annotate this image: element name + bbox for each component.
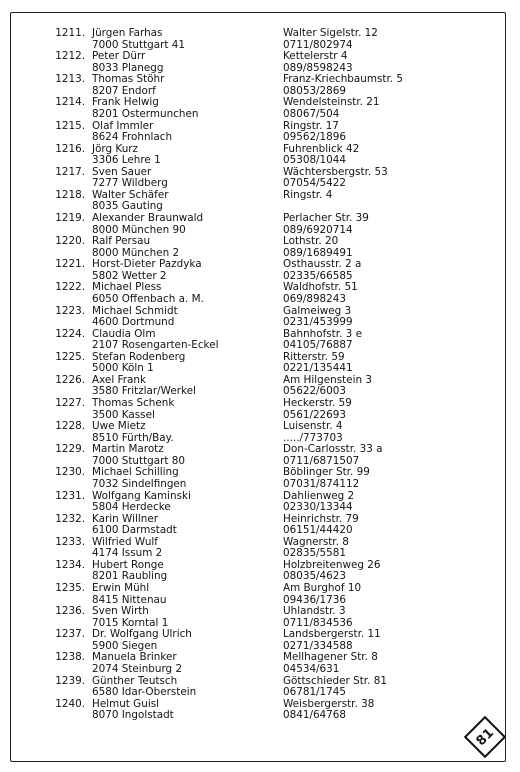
list-item — [0, 699, 520, 722]
entry-street: Holzbreitenweg 26 — [283, 558, 381, 571]
entry-name: Günther Teutsch — [92, 674, 178, 687]
entry-phone: 0711/834536 — [283, 616, 353, 629]
entry-city: 6050 Offenbach a. M. — [92, 292, 204, 305]
entry-city: 8000 München 90 — [92, 223, 186, 236]
entry-phone: 0271/334588 — [283, 639, 353, 652]
entry-number: 1233. — [55, 535, 85, 548]
entry-phone: 08053/2869 — [283, 84, 346, 97]
list-item — [0, 629, 520, 652]
entry-name: Wilfried Wulf — [92, 535, 158, 548]
entry-name: Thomas Stöhr — [92, 73, 165, 86]
list-item — [0, 537, 520, 560]
entry-number: 1229. — [55, 443, 85, 456]
entry-number: 1236. — [55, 605, 85, 618]
entry-number: 1216. — [55, 142, 85, 155]
entry-city: 5000 Köln 1 — [92, 362, 154, 375]
entry-city: 8207 Endorf — [92, 84, 156, 97]
entry-line-2 — [0, 525, 520, 537]
entry-street: Weisbergerstr. 38 — [283, 697, 375, 710]
entry-city: 7032 Sindelfingen — [92, 477, 187, 490]
entry-line-1 — [0, 583, 520, 595]
entry-name: Karin Willner — [92, 512, 159, 525]
entry-line-2 — [0, 664, 520, 676]
list-item — [0, 583, 520, 606]
entry-phone: 02330/13344 — [283, 501, 353, 514]
entry-street: Göttschieder Str. 81 — [283, 674, 387, 687]
list-item — [0, 97, 520, 120]
entry-number: 1219. — [55, 212, 85, 224]
entry-name: Michael Pless — [92, 281, 162, 294]
entry-city: 3500 Kassel — [92, 408, 155, 421]
entry-street: Perlacher Str. 39 — [283, 212, 369, 224]
entry-line-1 — [0, 236, 520, 248]
entry-phone: 0561/22693 — [283, 408, 346, 421]
entry-line-1 — [0, 282, 520, 294]
entry-line-1 — [0, 144, 520, 156]
entry-number: 1225. — [55, 350, 85, 363]
entry-city: 3306 Lehre 1 — [92, 154, 161, 167]
entry-name: Dr. Wolfgang Ulrich — [92, 628, 192, 641]
entry-city: 4600 Dortmund — [92, 316, 175, 329]
entry-name: Frank Helwig — [92, 96, 159, 109]
entry-street: Don-Carlosstr. 33 a — [283, 443, 383, 456]
entry-number: 1215. — [55, 119, 85, 132]
entry-street: Luisenstr. 4 — [283, 420, 343, 433]
list-item — [0, 352, 520, 375]
entry-name: Wolfgang Kaminski — [92, 489, 191, 502]
entry-line-2 — [0, 155, 520, 167]
entry-street: Wendelsteinstr. 21 — [283, 96, 380, 109]
entry-line-1 — [0, 121, 520, 133]
entry-line-1 — [0, 537, 520, 549]
entry-city: 5900 Siegen — [92, 639, 158, 652]
entry-name: Sven Wirth — [92, 605, 149, 618]
entry-street: Wächtersbergstr. 53 — [283, 165, 388, 178]
entry-city: 8033 Planegg — [92, 61, 164, 74]
entry-line-1 — [0, 699, 520, 711]
entry-phone: 089/8598243 — [283, 61, 353, 74]
entry-number: 1221. — [55, 258, 85, 271]
entry-line-1 — [0, 375, 520, 387]
list-item — [0, 236, 520, 259]
entry-line-2 — [0, 109, 520, 121]
entry-city: 8201 Ostermunchen — [92, 107, 199, 120]
entry-name: Axel Frank — [92, 373, 146, 386]
list-item — [0, 213, 520, 236]
entry-line-1 — [0, 306, 520, 318]
entry-name: Martin Marotz — [92, 443, 164, 456]
entry-city: 5802 Wetter 2 — [92, 269, 167, 282]
entry-name: Walter Schäfer — [92, 188, 169, 201]
list-item — [0, 560, 520, 583]
entry-line-2 — [0, 502, 520, 514]
list-item — [0, 421, 520, 444]
entry-number: 1223. — [55, 304, 85, 317]
entry-phone: 0221/135441 — [283, 362, 353, 375]
entry-city: 7000 Stuttgart 41 — [92, 38, 185, 51]
entry-name: Peter Dürr — [92, 50, 146, 63]
entry-name: Claudia Olm — [92, 327, 156, 340]
entry-line-1 — [0, 629, 520, 641]
list-item — [0, 514, 520, 537]
entry-name: Michael Schilling — [92, 466, 179, 479]
list-item — [0, 329, 520, 352]
entry-phone: 0711/802974 — [283, 38, 353, 51]
entry-number: 1231. — [55, 489, 85, 502]
entry-street: Osthausstr. 2 a — [283, 258, 362, 271]
entry-name: Jürgen Farhas — [92, 27, 163, 39]
list-item — [0, 144, 520, 167]
entry-number: 1211. — [55, 27, 85, 39]
entry-line-1 — [0, 259, 520, 271]
entry-city: 7000 Stuttgart 80 — [92, 454, 185, 467]
entry-line-1 — [0, 28, 520, 40]
entry-city: 5804 Herdecke — [92, 501, 171, 514]
entry-street: Waldhofstr. 51 — [283, 281, 358, 294]
entry-phone: 07031/874112 — [283, 477, 360, 490]
entry-line-1 — [0, 560, 520, 572]
entry-street: Ringstr. 17 — [283, 119, 339, 132]
entry-number: 1232. — [55, 512, 85, 525]
entry-street: Uhlandstr. 3 — [283, 605, 346, 618]
list-item — [0, 306, 520, 329]
entry-street: Wagnerstr. 8 — [283, 535, 349, 548]
list-item — [0, 51, 520, 74]
entry-line-1 — [0, 652, 520, 664]
entry-number: 1226. — [55, 373, 85, 386]
entry-line-1 — [0, 514, 520, 526]
entry-street: Walter Sigelstr. 12 — [283, 27, 378, 39]
entry-number: 1230. — [55, 466, 85, 479]
entry-city: 3580 Fritzlar/Werkel — [92, 385, 196, 398]
list-item — [0, 467, 520, 490]
list-item — [0, 676, 520, 699]
entry-line-1 — [0, 606, 520, 618]
entry-city: 7277 Wildberg — [92, 177, 168, 190]
entry-name: Jörg Kurz — [92, 142, 139, 155]
entry-street: Ringstr. 4 — [283, 188, 333, 201]
entry-line-1 — [0, 467, 520, 479]
entry-phone: 089/6920714 — [283, 223, 353, 236]
entry-street: Bahnhofstr. 3 e — [283, 327, 362, 340]
entry-phone: 06151/44420 — [283, 524, 353, 537]
entry-street: Dahlienweg 2 — [283, 489, 355, 502]
entry-number: 1220. — [55, 235, 85, 248]
entry-phone: 06781/1745 — [283, 686, 346, 699]
list-item — [0, 398, 520, 421]
entry-line-1 — [0, 167, 520, 179]
entry-number: 1235. — [55, 582, 85, 594]
entry-name: Sven Sauer — [92, 165, 152, 178]
list-item — [0, 259, 520, 282]
entry-street: Fuhrenblick 42 — [283, 142, 360, 155]
entry-line-2 — [0, 710, 520, 722]
entry-name: Uwe Mietz — [92, 420, 146, 433]
entry-name: Thomas Schenk — [92, 397, 175, 409]
entry-number: 1222. — [55, 281, 85, 294]
entry-city: 7015 Korntal 1 — [92, 616, 169, 629]
entry-phone: 08035/4623 — [283, 570, 346, 583]
list-item — [0, 74, 520, 97]
entry-city: 2107 Rosengarten-Eckel — [92, 339, 219, 352]
entry-city: 8035 Gauting — [92, 200, 163, 213]
entry-street: Mellhagener Str. 8 — [283, 651, 378, 664]
entry-line-1 — [0, 97, 520, 109]
entry-line-1 — [0, 51, 520, 63]
entry-city: 8624 Frohnlach — [92, 131, 173, 144]
entry-phone: 09562/1896 — [283, 131, 346, 144]
entry-line-1 — [0, 74, 520, 86]
list-item — [0, 121, 520, 144]
entry-phone: 08067/504 — [283, 107, 340, 120]
entry-street: Heckerstr. 59 — [283, 397, 352, 409]
entry-name: Helmut Guisl — [92, 697, 160, 710]
entry-line-1 — [0, 444, 520, 456]
entry-phone: 02835/5581 — [283, 547, 346, 560]
entry-street: Am Burghof 10 — [283, 582, 362, 594]
entry-street: Franz-Kriechbaumstr. 5 — [283, 73, 404, 86]
entry-street: Kettelerstr 4 — [283, 50, 348, 63]
entry-phone: 07054/5422 — [283, 177, 346, 190]
entry-line-1 — [0, 190, 520, 202]
entry-line-2 — [0, 340, 520, 352]
entry-name: Alexander Braunwald — [92, 212, 204, 224]
entry-city: 8070 Ingolstadt — [92, 709, 174, 722]
entry-city: 8415 Nittenau — [92, 593, 167, 606]
entry-name: Stefan Rodenberg — [92, 350, 186, 363]
entry-name: Ralf Persau — [92, 235, 151, 248]
entry-phone: 0711/6871507 — [283, 454, 360, 467]
entry-line-1 — [0, 421, 520, 433]
entry-number: 1238. — [55, 651, 85, 664]
entry-name: Manuela Brinker — [92, 651, 177, 664]
entry-line-2 — [0, 479, 520, 491]
entry-city: 8000 München 2 — [92, 246, 180, 259]
entry-line-2 — [0, 687, 520, 699]
entry-phone: 0841/64768 — [283, 709, 346, 722]
entry-line-1 — [0, 329, 520, 341]
entry-line-1 — [0, 398, 520, 410]
list-item — [0, 375, 520, 398]
entry-phone: 0231/453999 — [283, 316, 353, 329]
list-item — [0, 491, 520, 514]
entry-phone: ...../773703 — [283, 431, 343, 444]
entry-street: Galmeiweg 3 — [283, 304, 352, 317]
list-item — [0, 652, 520, 675]
list-item — [0, 190, 520, 213]
entry-city: 2074 Steinburg 2 — [92, 662, 183, 675]
entry-street: Am Hilgenstein 3 — [283, 373, 372, 386]
list-item — [0, 167, 520, 190]
entry-name: Erwin Mühl — [92, 582, 150, 594]
list-item — [0, 444, 520, 467]
entry-number: 1212. — [55, 50, 85, 63]
entry-city: 8201 Raubling — [92, 570, 168, 583]
entry-number: 1213. — [55, 73, 85, 86]
entry-street: Ritterstr. 59 — [283, 350, 345, 363]
entry-number: 1214. — [55, 96, 85, 109]
entry-number: 1227. — [55, 397, 85, 409]
entry-phone: 09436/1736 — [283, 593, 346, 606]
entry-number: 1217. — [55, 165, 85, 178]
entry-name: Horst-Dieter Pazdyka — [92, 258, 202, 271]
entry-number: 1239. — [55, 674, 85, 687]
address-list — [0, 28, 520, 722]
entry-phone: 04105/76887 — [283, 339, 353, 352]
entry-number: 1224. — [55, 327, 85, 340]
list-item — [0, 28, 520, 51]
entry-phone: 04534/631 — [283, 662, 340, 675]
page-number: 81 — [473, 725, 497, 749]
entry-street: Heinrichstr. 79 — [283, 512, 359, 525]
entry-city: 6580 Idar-Oberstein — [92, 686, 197, 699]
entry-number: 1240. — [55, 697, 85, 710]
entry-city: 6100 Darmstadt — [92, 524, 177, 537]
entry-city: 8510 Fürth/Bay. — [92, 431, 174, 444]
entry-line-1 — [0, 213, 520, 225]
entry-phone: 05308/1044 — [283, 154, 346, 167]
list-item — [0, 282, 520, 305]
entry-name: Michael Schmidt — [92, 304, 178, 317]
list-item — [0, 606, 520, 629]
entry-street: Lothstr. 20 — [283, 235, 339, 248]
entry-phone: 02335/66585 — [283, 269, 353, 282]
entry-name: Olaf Immler — [92, 119, 154, 132]
entry-street: Böblinger Str. 99 — [283, 466, 370, 479]
entry-phone: 05622/6003 — [283, 385, 346, 398]
entry-number: 1228. — [55, 420, 85, 433]
entry-name: Hubert Ronge — [92, 558, 164, 571]
entry-phone: 089/1689491 — [283, 246, 353, 259]
entry-line-2 — [0, 294, 520, 306]
entry-line-1 — [0, 676, 520, 688]
entry-phone: 069/898243 — [283, 292, 346, 305]
entry-line-1 — [0, 491, 520, 503]
entry-street: Landsbergerstr. 11 — [283, 628, 381, 641]
entry-number: 1234. — [55, 558, 85, 571]
entry-line-2 — [0, 317, 520, 329]
entry-number: 1237. — [55, 628, 85, 641]
entry-city: 4174 Issum 2 — [92, 547, 163, 560]
entry-line-2 — [0, 132, 520, 144]
entry-number: 1218. — [55, 188, 85, 201]
entry-line-1 — [0, 352, 520, 364]
